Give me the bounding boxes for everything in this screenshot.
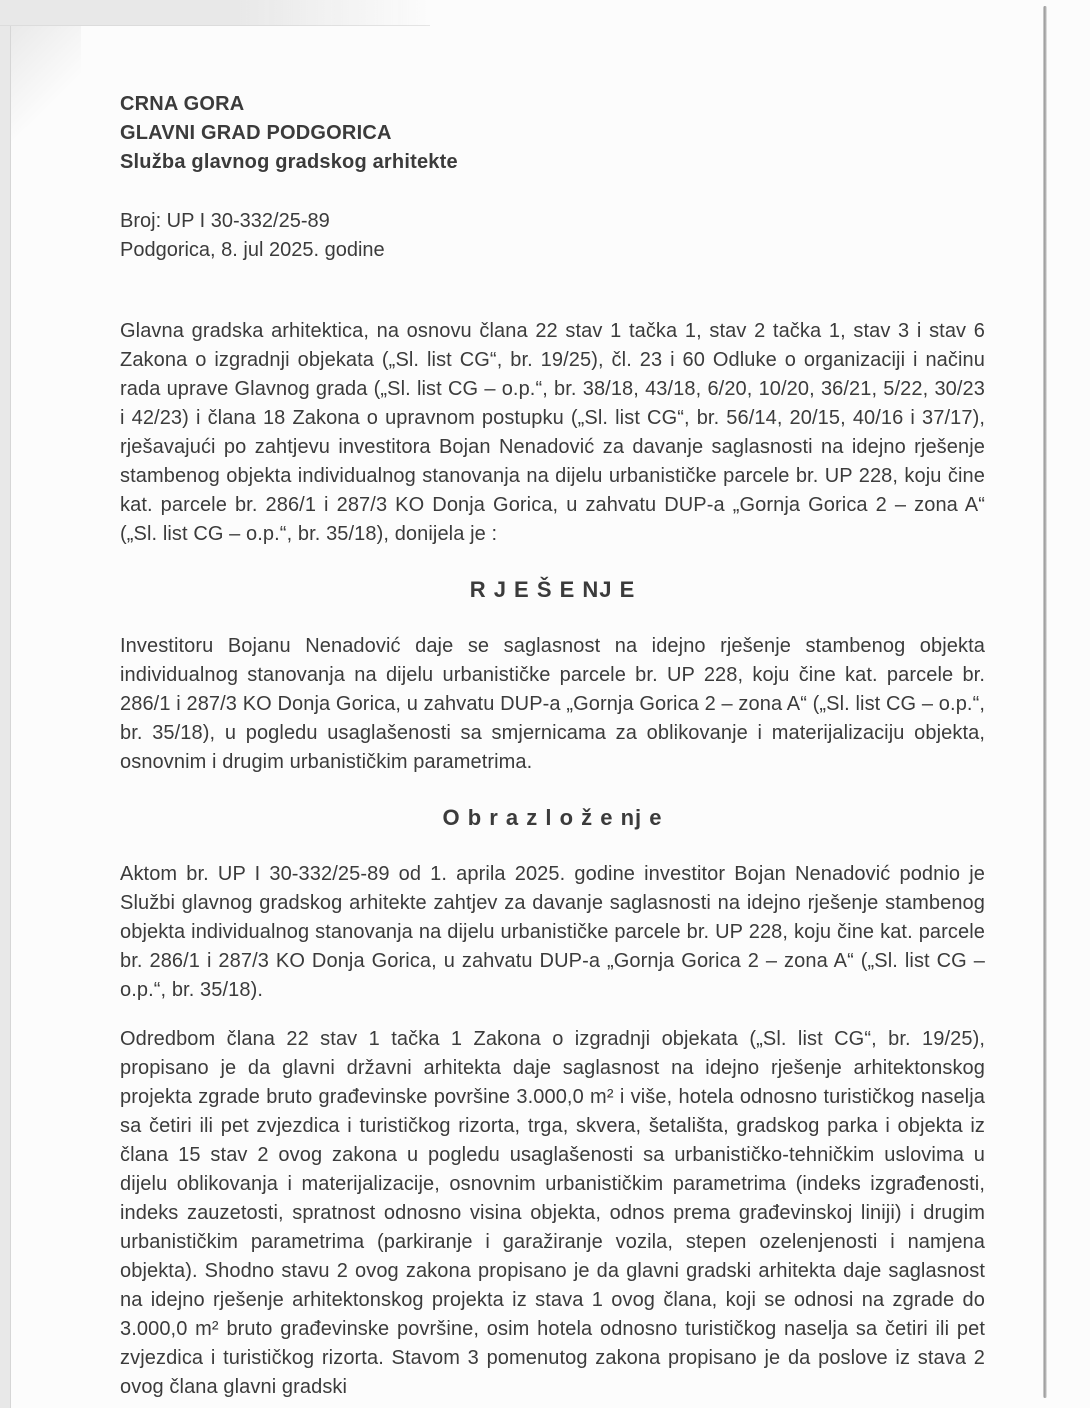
scan-artifact-line [1043, 6, 1047, 1398]
issuer-office: Služba glavnog gradskog arhitekte [120, 151, 458, 173]
issuer-city: GLAVNI GRAD PODGORICA [120, 122, 392, 144]
intro-paragraph: Glavna gradska arhitektica, na osnovu člana 22 stav 1 tačka 1, stav 2 tačka 1, stav 3 i stav 6 Zakona o izgradnji objekata („Sl. list CG“, br. 19/25), čl. 23 i 60 Odluke o organizaciji i načinu rada uprave Glavnog grada („Sl. list CG – o.p.“, br. 38/18, 43/18, 6/20, 10/20, 36/21, 5/22, 30/23 i 42/23) i člana 18 Zakona o upravnom postupku („Sl. list CG“, br. 56/14, 20/15, 40/16 i 37/17), rješavajući po zahtjevu investitora Bojan Nenadović za davanje saglasnosti na idejno rješenje stambenog objekta individualnog stanovanja na dijelu urbanističke parcele br. UP 228, koju čine kat. parcele br. 286/1 i 287/3 KO Donja Gorica, u zahvatu DUP-a „Gornja Gorica 2 – zona A“ („Sl. list CG – o.p.“, br. 35/18), donijela je : [120, 320, 985, 545]
issuer-block [120, 90, 985, 177]
scan-corner-fade [11, 26, 81, 156]
issuer-country: CRNA GORA [120, 93, 245, 115]
scan-top-edge-shadow [0, 0, 430, 26]
document-header [120, 90, 985, 265]
document-page [11, 26, 1090, 1408]
explanation-paragraph-1: Aktom br. UP I 30-332/25-89 od 1. aprila 2025. godine investitor Bojan Nenadović podnio je Službi glavnog gradskog arhitekte zahtjev za davanje saglasnosti na idejno rješenje stambenog objekta individualnog stanovanja na dijelu urbanističke parcele br. UP 228, koju čine kat. parcele br. 286/1 i 287/3 KO Donja Gorica, u zahvatu DUP-a „Gornja Gorica 2 – zona A“ („Sl. list CG – o.p.“, br. 35/18). [120, 863, 985, 1001]
scan-left-edge-shadow [0, 0, 11, 1408]
case-number-line: Broj: UP I 30-332/25-89 [120, 210, 330, 232]
explanation-paragraph-2: Odredbom člana 22 stav 1 tačka 1 Zakona o izgradnji objekata („Sl. list CG“, br. 19/25), propisano je da glavni državni arhitekta daje saglasnost na idejno rješenje arhitektonskog projekta zgrade bruto građevinske površine 3.000,0 m² i više, hotela odnosno turističkog naselja sa četiri ili pet zvjezdica i turističkog rizorta, trga, skvera, šetališta, gradskog parka i objekta iz člana 15 stav 2 ovog zakona u pogledu usaglašenosti sa urbanističko-tehničkim uslovima u dijelu oblikovanja i materijalizacije, osnovnim urbanističkim parametrima (indeks izgrađenosti, indeks zauzetosti, spratnost odnosno visina objekta, odnos prema građevinskoj liniji) i drugim urbanističkim parametrima (parkiranje i garažiranje vozila, stepen ozelenjenosti i namjena objekta). Shodno stavu 2 ovog zakona propisano je da glavni gradski arhitekta daje saglasnost na idejno rješenje arhitektonskog projekta iz stava 1 ovog člana, koji se odnosi na zgrade do 3.000,0 m² bruto građevinske površine, osim hotela odnosno turističkog naselja sa četiri ili pet zvjezdica i turističkog rizorta. Stavom 3 pomenutog zakona propisano je da poslove iz stava 2 ovog člana glavni gradski [120, 1028, 985, 1398]
explanation-heading: O b r a z l o ž e nj e [442, 805, 663, 830]
reference-block [120, 207, 985, 265]
decision-heading: R J E Š E NJ E [469, 577, 636, 602]
decision-paragraph: Investitoru Bojanu Nenadović daje se saglasnost na idejno rješenje stambenog objekta individualnog stanovanja na dijelu urbanističke parcele br. UP 228, koju čine kat. parcele br. 286/1 i 287/3 KO Donja Gorica, u zahvatu DUP-a „Gornja Gorica 2 – zona A“ („Sl. list CG – o.p.“, br. 35/18), u pogledu usaglašenosti sa smjernicama za oblikovanje i materijalizaciju objekta, osnovnim i drugim urbanističkim parametrima. [120, 635, 985, 773]
place-date-line: Podgorica, 8. jul 2025. godine [120, 239, 385, 261]
